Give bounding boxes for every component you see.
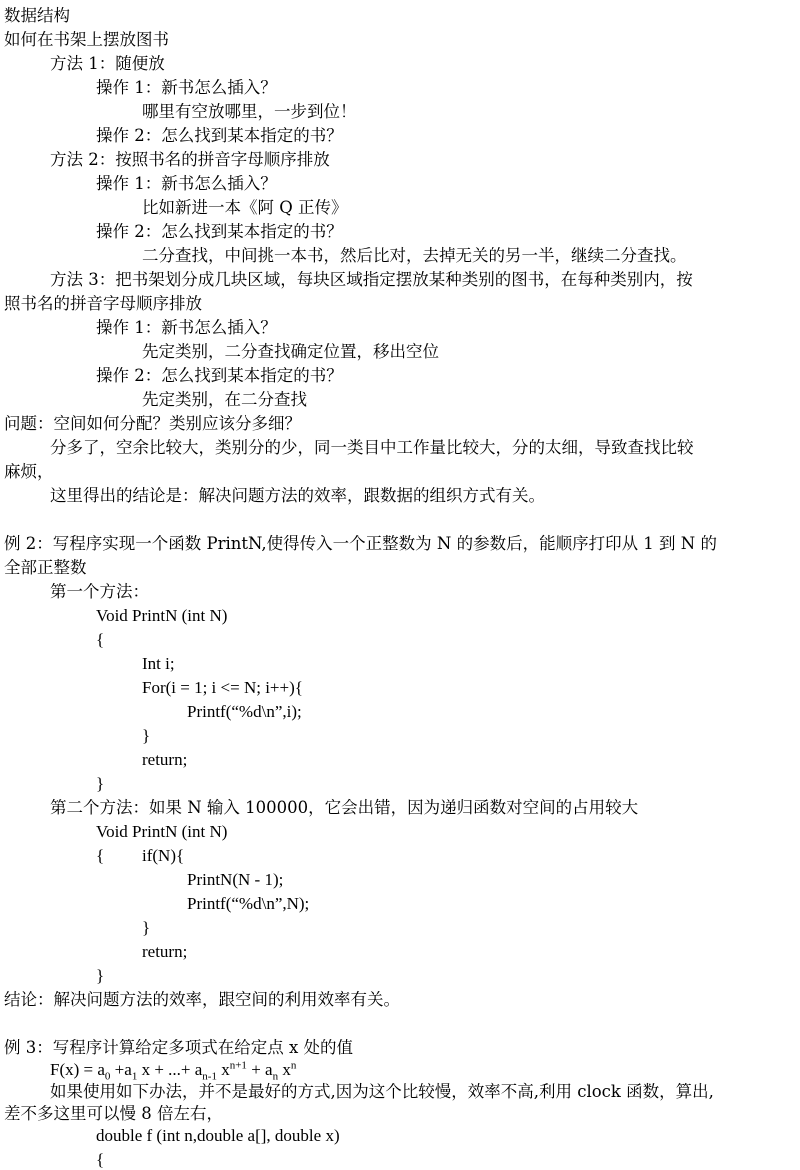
formula-subscript: 1: [131, 1070, 138, 1083]
code-line: Int i;: [142, 654, 175, 673]
code-line: }: [142, 918, 151, 937]
code-line: PrintN(N - 1);: [187, 870, 284, 889]
code-line: {: [96, 1150, 105, 1169]
text-line: 哪里有空放哪里，一步到位！: [142, 102, 357, 121]
text-line: 比如新进一本《阿 Q 正传》: [142, 198, 348, 217]
code-line: double f (int n,double a[], double x): [96, 1126, 340, 1145]
text-line: 照书名的拼音字母顺序排放: [4, 294, 202, 313]
text-line: 方法 2：按照书名的拼音字母顺序排放: [50, 150, 330, 169]
formula-exponent: n: [290, 1059, 297, 1072]
text-line: 操作 2：怎么找到某本指定的书？: [96, 126, 343, 145]
code-line: Void PrintN (int N): [96, 606, 228, 625]
text-line: 方法 3：把书架划分成几块区域，每块区域指定摆放某种类别的图书，在每种类别内，按: [50, 270, 693, 289]
text-line: 麻烦，: [4, 462, 54, 481]
code-line: }: [96, 966, 105, 985]
formula-part: x + ...+ a: [137, 1060, 203, 1079]
text-line: 操作 1：新书怎么插入？: [96, 78, 277, 97]
code-line: return;: [142, 750, 188, 769]
code-line: }: [142, 726, 151, 745]
code-line: Printf(“%d\n”,i);: [187, 702, 302, 721]
code-line: return;: [142, 942, 188, 961]
formula-part: F(x) = a: [50, 1060, 105, 1079]
formula-subscript: n-1: [202, 1070, 217, 1083]
code-line: {: [96, 846, 105, 865]
formula-part: +a: [110, 1060, 132, 1079]
formula-part: x: [278, 1060, 291, 1079]
example-heading: 例 3：写程序计算给定多项式在给定点 x 处的值: [4, 1038, 354, 1057]
code-line: For(i = 1; i <= N; i++){: [142, 678, 303, 697]
formula-subscript: n: [272, 1070, 279, 1083]
doc-title: 数据结构: [4, 6, 70, 25]
text-line: 操作 2：怎么找到某本指定的书？: [96, 222, 343, 241]
text-line: 差不多这里可以慢 8 倍左右，: [4, 1104, 223, 1123]
text-line: 全部正整数: [4, 558, 87, 577]
text-line: 分多了，空余比较大，类别分的少，同一类目中工作量比较大，分的太细，导致查找比较: [50, 438, 694, 457]
example-heading: 例 2：写程序实现一个函数 PrintN,使得传入一个正整数为 N 的参数后，能顺序打印从 1 到 N 的: [4, 534, 717, 553]
formula-line: [50, 1059, 297, 1083]
text-line: 方法 1：随便放: [50, 54, 165, 73]
formula-exponent: n+1: [229, 1059, 247, 1072]
text-line: 这里得出的结论是：解决问题方法的效率，跟数据的组织方式有关。: [50, 486, 545, 505]
text-line: 第一个方法：: [50, 582, 149, 601]
formula-part: + a: [246, 1060, 273, 1079]
text-line: 问题：空间如何分配？类别应该分多细？: [4, 414, 301, 433]
section-heading: 如何在书架上摆放图书: [4, 30, 169, 49]
text-line: 操作 2：怎么找到某本指定的书？: [96, 366, 343, 385]
code-line: {: [96, 630, 105, 649]
code-line: }: [96, 774, 105, 793]
text-line: 如果使用如下办法，并不是最好的方式,因为这个比较慢，效率不高,利用 clock 函数，算出,: [50, 1082, 714, 1101]
text-line: 二分查找，中间挑一本书，然后比对，去掉无关的另一半，继续二分查找。: [142, 246, 687, 265]
code-line: Void PrintN (int N): [96, 822, 228, 841]
code-line: if(N){: [142, 846, 185, 865]
text-line: 结论：解决问题方法的效率，跟空间的利用效率有关。: [4, 990, 400, 1009]
text-line: 操作 1：新书怎么插入？: [96, 318, 277, 337]
text-line: 第二个方法：如果 N 输入 100000，它会出错，因为递归函数对空间的占用较大: [50, 798, 639, 817]
text-line: 操作 1：新书怎么插入？: [96, 174, 277, 193]
formula-subscript: 0: [104, 1070, 111, 1083]
formula-part: x: [216, 1060, 230, 1079]
text-line: 先定类别，二分查找确定位置，移出空位: [142, 342, 439, 361]
text-line: 先定类别，在二分查找: [142, 390, 307, 409]
code-line: Printf(“%d\n”,N);: [187, 894, 310, 913]
